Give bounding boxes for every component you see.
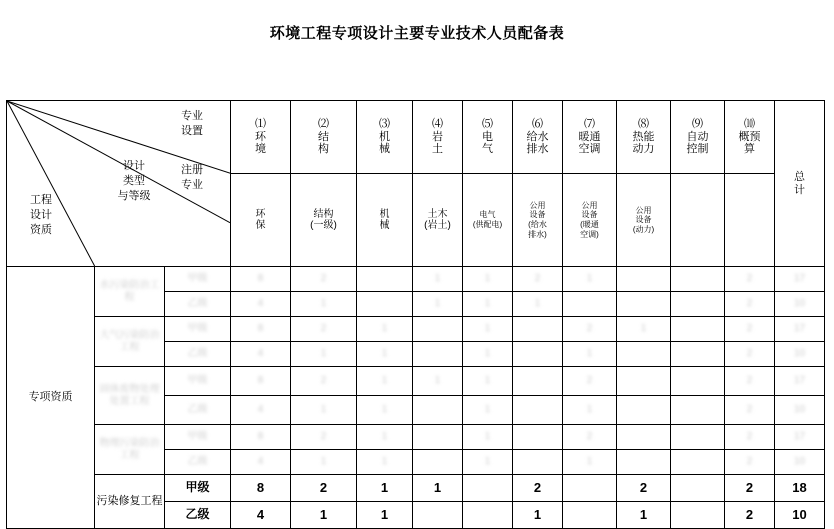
- column-name-2: 结 构: [291, 131, 356, 156]
- cell-total: 10: [775, 502, 825, 529]
- column-name-7: 暖通 空调: [563, 131, 616, 156]
- cell-value: 1: [291, 342, 357, 367]
- column-header-10: [725, 101, 775, 174]
- cell-value: 1: [357, 396, 413, 425]
- table-row: [7, 317, 834, 342]
- cell-value: 2: [291, 267, 357, 292]
- row-grade-label: 甲级: [165, 475, 231, 502]
- cell-value: [413, 450, 463, 475]
- cell-value: [513, 425, 563, 450]
- cell-value: 2: [725, 475, 775, 502]
- cell-value: [671, 267, 725, 292]
- column-header-total: 总 计: [775, 101, 825, 267]
- cell-value: 1: [413, 267, 463, 292]
- page-title: 环境工程专项设计主要专业技术人员配备表: [0, 22, 834, 43]
- cell-value: [617, 267, 671, 292]
- column-number-9: ⑼: [671, 118, 724, 131]
- column-header-2: [291, 101, 357, 174]
- cell-value: 1: [357, 425, 413, 450]
- cell-value: 4: [231, 342, 291, 367]
- column-name-10: 概预 算: [725, 131, 774, 156]
- cell-value: 8: [231, 317, 291, 342]
- cell-value: 4: [231, 396, 291, 425]
- cell-value: 1: [357, 367, 413, 396]
- row-grade-label: 甲级: [165, 425, 231, 450]
- column-subheader-9: [671, 174, 725, 267]
- column-header-1: [231, 101, 291, 174]
- row-grade-label: 乙级: [165, 292, 231, 317]
- row-grade-label: 乙级: [165, 502, 231, 529]
- cell-value: [513, 450, 563, 475]
- cell-value: 1: [357, 450, 413, 475]
- cell-value: [617, 367, 671, 396]
- cell-value: [563, 502, 617, 529]
- column-number-2: ⑵: [291, 118, 356, 131]
- cell-value: 1: [563, 342, 617, 367]
- cell-value: 8: [231, 425, 291, 450]
- cell-value: [617, 450, 671, 475]
- column-number-3: ⑶: [357, 118, 412, 131]
- cell-value: 1: [617, 317, 671, 342]
- label-registered-specialty: 注册 专业: [162, 163, 222, 193]
- cell-value: [671, 317, 725, 342]
- column-subheader-1: 环 保: [231, 174, 291, 267]
- cell-value: [617, 425, 671, 450]
- cell-value: 1: [291, 502, 357, 529]
- column-number-7: ⑺: [563, 118, 616, 131]
- row-grade-label: 甲级: [165, 267, 231, 292]
- cell-value: [671, 425, 725, 450]
- column-name-6: 给水 排水: [513, 131, 562, 156]
- table-header-row-top: [7, 101, 834, 174]
- cell-value: [413, 425, 463, 450]
- cell-value: [563, 292, 617, 317]
- cell-value: 1: [413, 367, 463, 396]
- cell-value: [671, 342, 725, 367]
- cell-value: [671, 292, 725, 317]
- column-subheader-2: 结构 (一级): [291, 174, 357, 267]
- cell-value: 1: [617, 502, 671, 529]
- cell-total: 17: [775, 317, 825, 342]
- cell-value: 1: [563, 267, 617, 292]
- column-number-4: ⑷: [413, 118, 462, 131]
- cell-value: 8: [231, 367, 291, 396]
- cell-value: 1: [291, 292, 357, 317]
- cell-value: [513, 367, 563, 396]
- column-subheader-7: 公用 设备 (暖通 空调): [563, 174, 617, 267]
- column-subheader-3: 机 械: [357, 174, 413, 267]
- cell-value: 8: [231, 475, 291, 502]
- cell-value: 2: [725, 267, 775, 292]
- cell-value: [617, 342, 671, 367]
- row-grade-label: 乙级: [165, 342, 231, 367]
- cell-value: [413, 317, 463, 342]
- cell-value: [463, 502, 513, 529]
- table-row: [7, 267, 834, 292]
- cell-value: 2: [291, 367, 357, 396]
- cell-value: 1: [357, 475, 413, 502]
- row-type-label-4: 物理污染防治工程: [95, 425, 165, 475]
- qualification-group-label: 专项资质: [7, 267, 95, 529]
- cell-value: [617, 292, 671, 317]
- cell-value: 1: [463, 450, 513, 475]
- cell-value: [463, 475, 513, 502]
- table-row: [7, 367, 834, 396]
- cell-value: 2: [563, 425, 617, 450]
- table-row: [7, 475, 834, 502]
- cell-value: [513, 396, 563, 425]
- cell-value: 2: [725, 450, 775, 475]
- cell-value: 2: [291, 475, 357, 502]
- cell-value: [513, 342, 563, 367]
- cell-total: 17: [775, 267, 825, 292]
- cell-value: 1: [463, 317, 513, 342]
- cell-value: [671, 502, 725, 529]
- cell-value: [513, 317, 563, 342]
- corner-diagonal-header: [7, 101, 231, 267]
- cell-value: 1: [513, 292, 563, 317]
- column-subheader-10: [725, 174, 775, 267]
- cell-value: 4: [231, 292, 291, 317]
- column-name-8: 热能 动力: [617, 131, 670, 156]
- cell-value: 2: [725, 425, 775, 450]
- cell-value: 1: [513, 502, 563, 529]
- cell-value: 1: [357, 502, 413, 529]
- cell-total: 17: [775, 367, 825, 396]
- row-grade-label: 甲级: [165, 367, 231, 396]
- cell-value: 1: [357, 342, 413, 367]
- column-name-5: 电 气: [463, 131, 512, 156]
- cell-value: 1: [413, 475, 463, 502]
- cell-value: 8: [231, 267, 291, 292]
- cell-value: 2: [513, 267, 563, 292]
- cell-value: 1: [463, 396, 513, 425]
- column-name-4: 岩 土: [413, 131, 462, 156]
- cell-value: 2: [725, 342, 775, 367]
- personnel-table-container: [6, 100, 826, 529]
- column-subheader-8: 公用 设备 (动力): [617, 174, 671, 267]
- cell-value: 2: [291, 425, 357, 450]
- column-name-9: 自动 控制: [671, 131, 724, 156]
- row-type-label-1: 水污染防治工程: [95, 267, 165, 317]
- cell-value: 4: [231, 502, 291, 529]
- column-header-7: [563, 101, 617, 174]
- personnel-allocation-table: [6, 100, 834, 529]
- column-number-8: ⑻: [617, 118, 670, 131]
- cell-value: [413, 502, 463, 529]
- cell-value: 2: [725, 367, 775, 396]
- cell-value: 1: [463, 267, 513, 292]
- row-grade-label: 甲级: [165, 317, 231, 342]
- cell-value: 2: [725, 317, 775, 342]
- label-design-type-grade: 设计 类型 与等级: [99, 159, 169, 204]
- cell-value: 2: [563, 367, 617, 396]
- cell-value: [413, 342, 463, 367]
- column-number-10: ⑽: [725, 118, 774, 131]
- cell-value: 1: [357, 317, 413, 342]
- cell-value: 1: [413, 292, 463, 317]
- cell-value: 1: [463, 292, 513, 317]
- cell-value: 1: [291, 396, 357, 425]
- row-grade-label: 乙级: [165, 450, 231, 475]
- cell-total: 10: [775, 292, 825, 317]
- cell-value: [671, 475, 725, 502]
- column-number-6: ⑹: [513, 118, 562, 131]
- cell-value: 2: [563, 317, 617, 342]
- table-row: [7, 425, 834, 450]
- cell-total: 18: [775, 475, 825, 502]
- cell-value: [413, 396, 463, 425]
- cell-value: 2: [617, 475, 671, 502]
- cell-value: [357, 267, 413, 292]
- row-grade-label: 乙级: [165, 396, 231, 425]
- cell-value: [671, 450, 725, 475]
- cell-value: [357, 292, 413, 317]
- cell-value: 2: [725, 502, 775, 529]
- cell-value: 1: [563, 396, 617, 425]
- cell-value: [617, 396, 671, 425]
- cell-total: 17: [775, 425, 825, 450]
- cell-value: 1: [291, 450, 357, 475]
- cell-value: 2: [725, 396, 775, 425]
- column-subheader-6: 公用 设备 (给水 排水): [513, 174, 563, 267]
- label-specialty-setting: 专业 设置: [162, 109, 222, 139]
- cell-total: 10: [775, 450, 825, 475]
- cell-value: 1: [563, 450, 617, 475]
- cell-value: 4: [231, 450, 291, 475]
- cell-value: 2: [291, 317, 357, 342]
- cell-total: 10: [775, 396, 825, 425]
- column-header-9: [671, 101, 725, 174]
- cell-value: [671, 396, 725, 425]
- column-name-3: 机 械: [357, 131, 412, 156]
- column-header-4: [413, 101, 463, 174]
- cell-total: 10: [775, 342, 825, 367]
- cell-value: 1: [463, 342, 513, 367]
- cell-value: [563, 475, 617, 502]
- cell-value: 1: [463, 425, 513, 450]
- row-type-label-2: 大气污染防治工程: [95, 317, 165, 367]
- label-engineering-qualification: 工程 设计 资质: [13, 193, 69, 238]
- cell-value: 2: [513, 475, 563, 502]
- cell-value: 2: [725, 292, 775, 317]
- row-type-label-5: 污染修复工程: [95, 475, 165, 529]
- column-header-6: [513, 101, 563, 174]
- cell-value: [671, 367, 725, 396]
- document-page: [0, 22, 834, 518]
- cell-value: 1: [463, 367, 513, 396]
- column-header-5: [463, 101, 513, 174]
- row-type-label-3: 固体废物处理处置工程: [95, 367, 165, 425]
- column-number-1: ⑴: [231, 118, 290, 131]
- column-name-1: 环 境: [231, 131, 290, 156]
- column-number-5: ⑸: [463, 118, 512, 131]
- column-header-3: [357, 101, 413, 174]
- column-header-8: [617, 101, 671, 174]
- column-subheader-5: 电气 (供配电): [463, 174, 513, 267]
- column-subheader-4: 土木 (岩土): [413, 174, 463, 267]
